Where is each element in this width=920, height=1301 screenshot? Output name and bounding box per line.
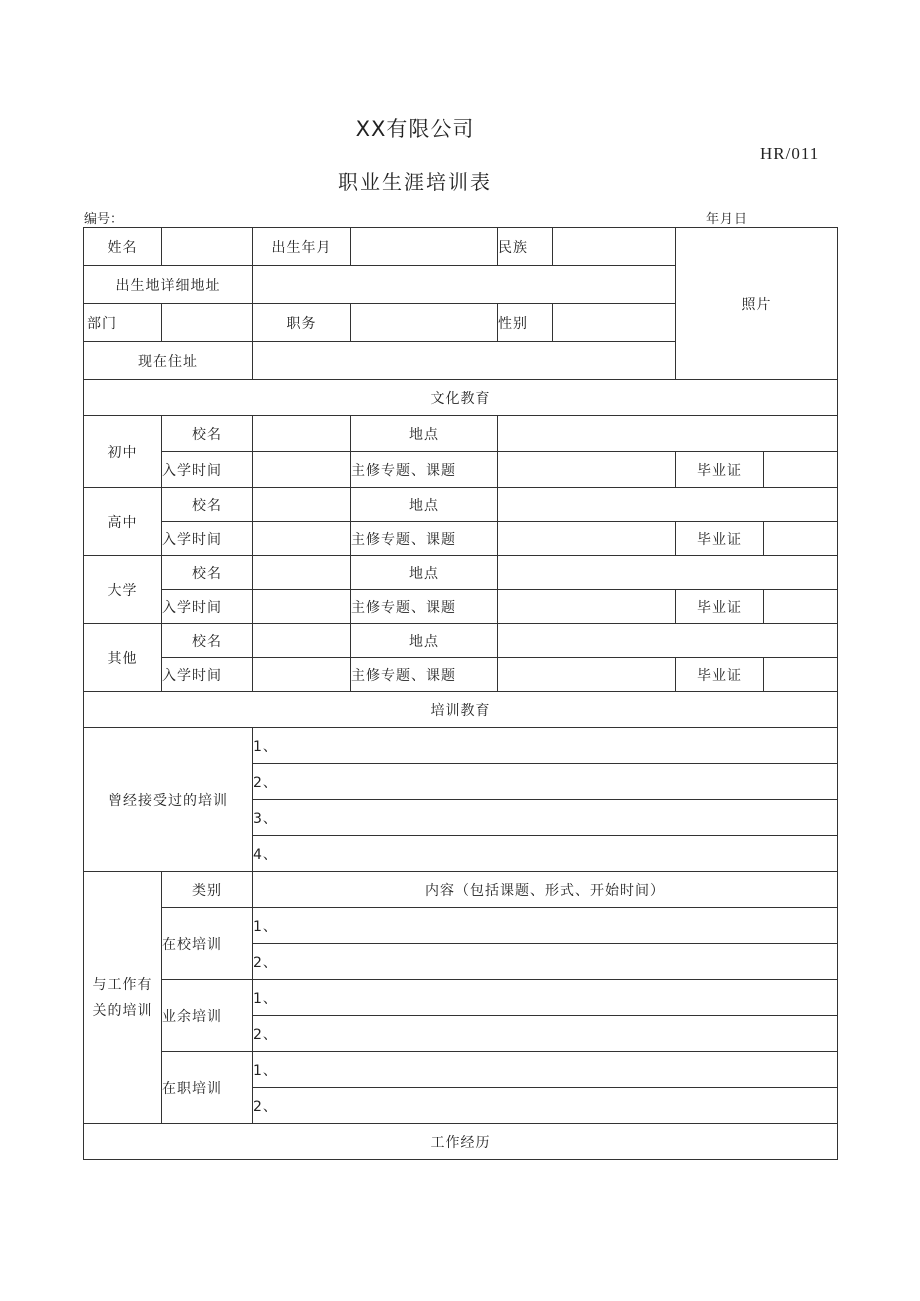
- major-label: 主修专题、课题: [351, 590, 498, 624]
- gender-field[interactable]: [553, 304, 676, 342]
- name-label: 姓名: [84, 228, 162, 266]
- location-field[interactable]: [498, 556, 838, 590]
- number-label: 编号：: [84, 212, 124, 227]
- diploma-label: 毕业证: [676, 658, 764, 692]
- school-name-label: 校名: [162, 624, 253, 658]
- enroll-time-field[interactable]: [253, 522, 351, 556]
- enroll-time-label: 入学时间: [162, 522, 253, 556]
- enroll-time-field[interactable]: [253, 658, 351, 692]
- diploma-label: 毕业证: [676, 452, 764, 488]
- location-label: 地点: [351, 488, 498, 522]
- location-label: 地点: [351, 624, 498, 658]
- education-section-title: 文化教育: [84, 380, 838, 416]
- form-code: HR/011: [760, 144, 820, 163]
- past-training-label: 曾经接受过的培训: [84, 728, 253, 872]
- career-training-form: [83, 227, 838, 1160]
- position-field[interactable]: [351, 304, 498, 342]
- school-name-field[interactable]: [253, 416, 351, 452]
- diploma-field[interactable]: [764, 590, 838, 624]
- related-training-text: 与工作有关的培训: [92, 976, 153, 1019]
- major-field[interactable]: [498, 452, 676, 488]
- past-training-item[interactable]: 4、: [253, 836, 838, 872]
- birth-date-field[interactable]: [351, 228, 498, 266]
- location-label: 地点: [351, 556, 498, 590]
- training-item[interactable]: 1、: [253, 908, 838, 944]
- training-item[interactable]: 1、: [253, 1052, 838, 1088]
- department-field[interactable]: [162, 304, 253, 342]
- school-name-label: 校名: [162, 488, 253, 522]
- major-field[interactable]: [498, 522, 676, 556]
- training-item[interactable]: 1、: [253, 980, 838, 1016]
- level-label: 初中: [84, 416, 162, 488]
- enroll-time-label: 入学时间: [162, 658, 253, 692]
- photo-box[interactable]: [676, 228, 838, 380]
- diploma-label: 毕业证: [676, 522, 764, 556]
- level-label: 大学: [84, 556, 162, 624]
- department-label: 部门: [84, 304, 162, 342]
- training-category: 业余培训: [162, 980, 253, 1052]
- diploma-label: 毕业证: [676, 590, 764, 624]
- past-training-item[interactable]: 1、: [253, 728, 838, 764]
- level-label: 其他: [84, 624, 162, 692]
- current-address-field[interactable]: [253, 342, 676, 380]
- training-item[interactable]: 2、: [253, 944, 838, 980]
- position-label: 职务: [253, 304, 351, 342]
- training-category: 在职培训: [162, 1052, 253, 1124]
- training-section-title: 培训教育: [84, 692, 838, 728]
- school-name-label: 校名: [162, 416, 253, 452]
- enroll-time-label: 入学时间: [162, 590, 253, 624]
- work-history-section-title: 工作经历: [84, 1124, 838, 1160]
- location-field[interactable]: [498, 416, 838, 452]
- training-item[interactable]: 2、: [253, 1016, 838, 1052]
- location-label: 地点: [351, 416, 498, 452]
- major-label: 主修专题、课题: [351, 452, 498, 488]
- diploma-field[interactable]: [764, 658, 838, 692]
- school-name-field[interactable]: [253, 488, 351, 522]
- current-address-label: 现在住址: [84, 342, 253, 380]
- school-name-field[interactable]: [253, 556, 351, 590]
- past-training-item[interactable]: 3、: [253, 800, 838, 836]
- related-training-label: [84, 872, 162, 1124]
- level-label: 高中: [84, 488, 162, 556]
- form-title: 职业生涯培训表: [338, 170, 492, 194]
- enroll-time-field[interactable]: [253, 590, 351, 624]
- training-category: 在校培训: [162, 908, 253, 980]
- birth-date-label: 出生年月: [253, 228, 351, 266]
- ethnicity-field[interactable]: [553, 228, 676, 266]
- training-item[interactable]: 2、: [253, 1088, 838, 1124]
- past-training-item[interactable]: 2、: [253, 764, 838, 800]
- major-field[interactable]: [498, 590, 676, 624]
- school-name-field[interactable]: [253, 624, 351, 658]
- category-header: 类别: [162, 872, 253, 908]
- major-label: 主修专题、课题: [351, 658, 498, 692]
- company-name: XX有限公司: [355, 117, 475, 141]
- enroll-time-label: 入学时间: [162, 452, 253, 488]
- diploma-field[interactable]: [764, 452, 838, 488]
- major-field[interactable]: [498, 658, 676, 692]
- enroll-time-field[interactable]: [253, 452, 351, 488]
- major-label: 主修专题、课题: [351, 522, 498, 556]
- birthplace-label: 出生地详细地址: [84, 266, 253, 304]
- location-field[interactable]: [498, 488, 838, 522]
- diploma-field[interactable]: [764, 522, 838, 556]
- content-header: 内容（包括课题、形式、开始时间）: [253, 872, 838, 908]
- location-field[interactable]: [498, 624, 838, 658]
- ethnicity-label: 民族: [498, 228, 553, 266]
- date-label: 年月日: [706, 212, 749, 227]
- photo-label: 照片: [741, 296, 772, 313]
- birthplace-field[interactable]: [253, 266, 676, 304]
- gender-label: 性别: [498, 304, 553, 342]
- school-name-label: 校名: [162, 556, 253, 590]
- name-field[interactable]: [162, 228, 253, 266]
